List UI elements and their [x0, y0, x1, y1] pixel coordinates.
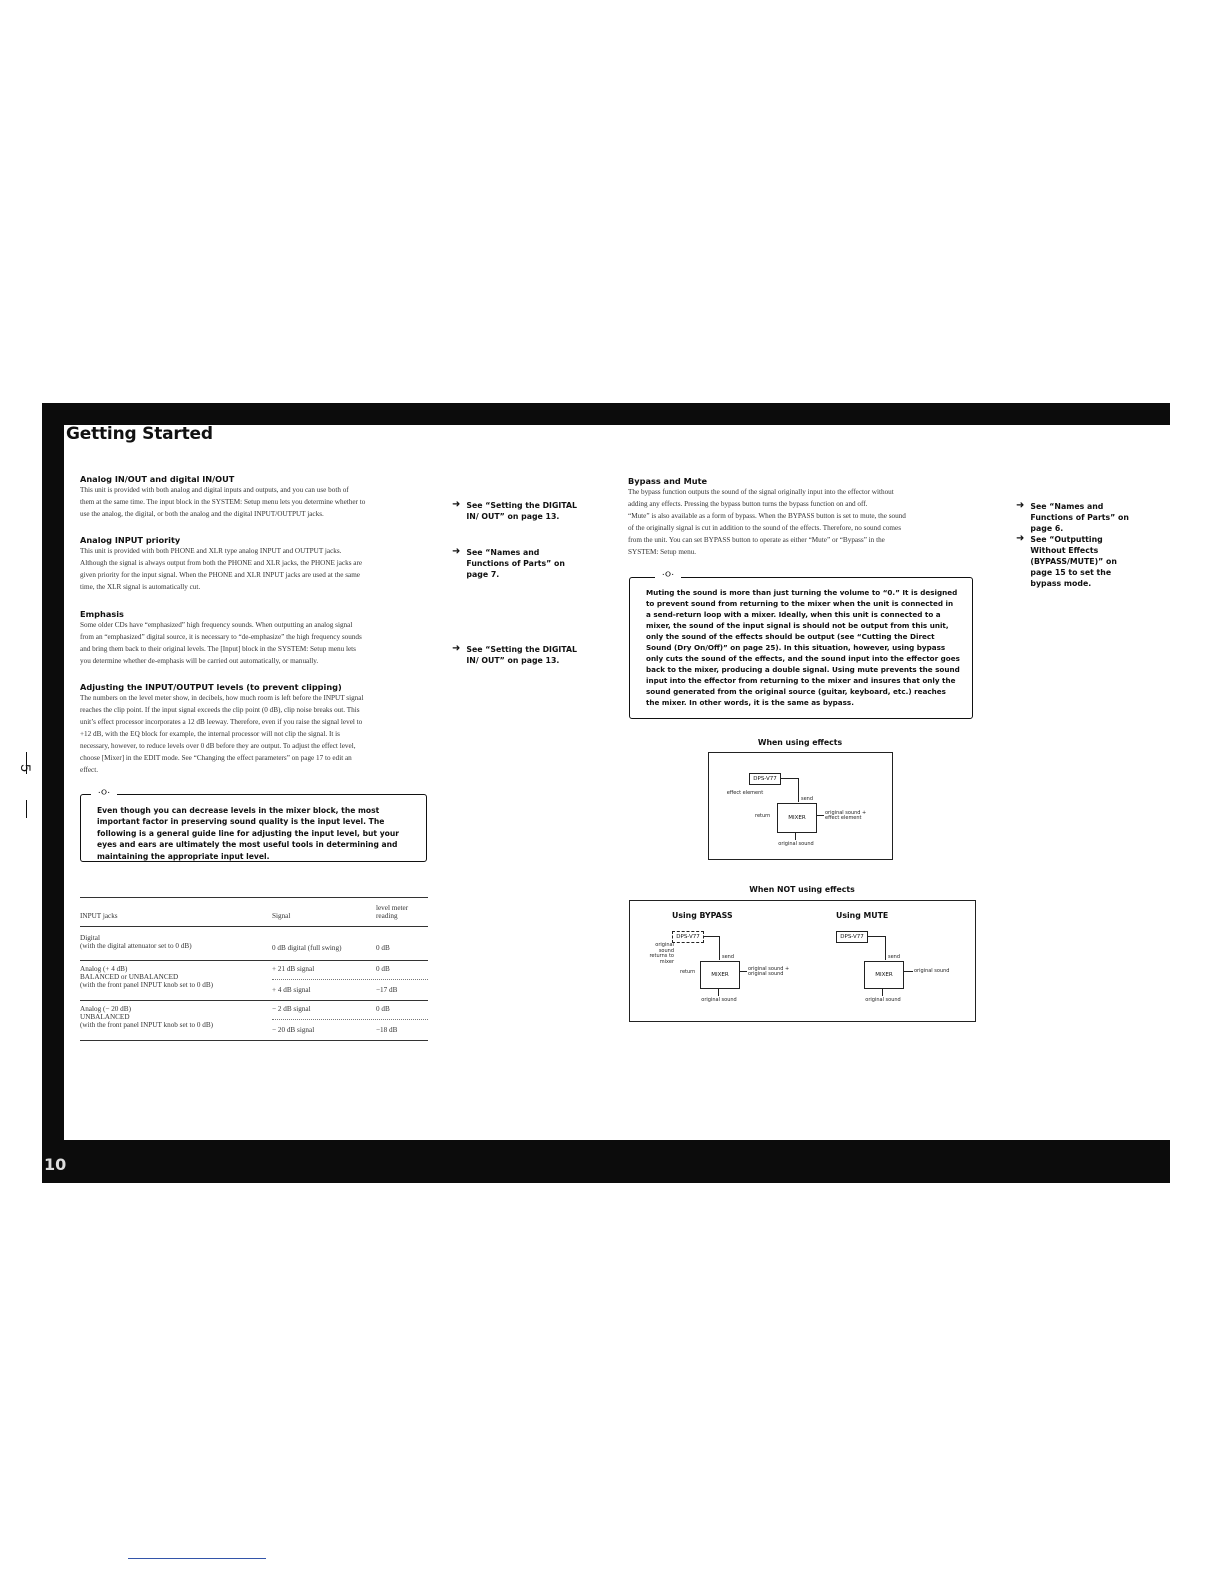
- page-title: Getting Started: [66, 424, 213, 444]
- cell-value: − 20 dB signal: [272, 1026, 315, 1034]
- tip-box: [80, 794, 427, 862]
- sub-row: [272, 1005, 428, 1020]
- arrow-right-icon: ➜: [452, 499, 461, 510]
- diagram-label: original sound: [865, 997, 901, 1003]
- cell-line: (with the front panel INPUT knob set to 0 dB): [80, 1021, 214, 1029]
- diagram-label: original sound + effect element: [825, 810, 867, 821]
- section-line: reaches the clip point. If the input signal exceeds the clip point (0 dB), clip noise breaks out. This: [80, 706, 360, 714]
- cell-value: + 4 dB signal: [272, 986, 311, 994]
- mixer-box: MIXER: [700, 961, 740, 989]
- cell-line: (with the digital attenuator set to 0 dB): [80, 942, 192, 950]
- table-header: [376, 898, 428, 927]
- arrow-right-icon: ➜: [1016, 533, 1025, 544]
- device-box: DPS-V77: [672, 931, 704, 943]
- section-heading: Analog IN/OUT and digital IN/OUT: [80, 474, 235, 484]
- diagram-label: original sound: [778, 841, 814, 847]
- edge-page-mark: 5: [17, 764, 34, 772]
- edge-rule: [26, 800, 27, 818]
- cell-value: 0 dB: [376, 965, 390, 973]
- section-line: you determine whether de-emphasis will be carried out automatically, or manually.: [80, 657, 319, 665]
- table-row: [80, 961, 428, 1001]
- diagram-label: original sound returns to mixer: [649, 942, 674, 965]
- section-line: choose [Mixer] in the EDIT mode. See “Changing the effect parameters” on page 17 to edit an: [80, 754, 352, 762]
- signal-line: [816, 815, 824, 816]
- section-line: unit’s effect processor incorporates a 12 dB leeway. Therefore, even if you raise the signal level to: [80, 718, 363, 726]
- arrow-right-icon: ➜: [452, 643, 461, 654]
- diagram-using-effects: [708, 752, 893, 860]
- signal-line: [795, 832, 796, 840]
- section-line: SYSTEM: Setup menu.: [628, 548, 697, 556]
- signal-line: [885, 936, 886, 960]
- signal-line: [903, 971, 913, 972]
- signal-line: [718, 988, 719, 996]
- section-heading: Analog INPUT priority: [80, 535, 181, 545]
- level-table: [80, 897, 428, 1041]
- diagram-label: return: [680, 969, 696, 975]
- section-line: and bring them back to their original levels. The [Input] block in the SYSTEM: Setup menu lets: [80, 645, 356, 653]
- cross-reference: [452, 547, 582, 580]
- cross-reference: [1016, 501, 1138, 534]
- cross-reference-text: See “Setting the DIGITAL IN/ OUT” on page 13.: [466, 645, 577, 665]
- section-line: adding any effects. Pressing the bypass button turns the bypass function on and off.: [628, 500, 868, 508]
- cell-line: (with the front panel INPUT knob set to 0 dB): [80, 981, 214, 989]
- hint-icon: ·૦·: [91, 786, 117, 802]
- signal-line: [739, 971, 747, 972]
- section-line: necessary, however, to reduce levels over 0 dB before they are output. To adjust the effect level,: [80, 742, 356, 750]
- device-box: DPS-V77: [749, 773, 781, 785]
- cell-value: −17 dB: [376, 986, 398, 994]
- signal-line: [798, 778, 799, 802]
- mixer-box: MIXER: [864, 961, 904, 989]
- section-line: Some older CDs have “emphasized” high frequency sounds. When outputting an analog signal: [80, 621, 353, 629]
- section-line: them at the same time. The input block in the SYSTEM: Setup menu lets you determine whether to: [80, 498, 366, 506]
- tip-text: Muting the sound is more than just turning the volume to “0.” It is designed to prevent sound from returning to the mixer when the unit is connected in a send-return loop with a mixer. Ideally, when this unit is connected to a mixer, the sound of the input signal is should not be output from this unit, only the sound of the effects should be output (see “Cutting the Direct Sound (Dry On/Off)” on page 25). In this situation, however, using bypass only cuts the sound of the effects, and the sound input into the effector goes back to the mixer, producing a double signal. Using mute prevents the sound input into the effector from returning to the mixer and insures that only the sound generated from the original source (guitar, keyboard, etc.) reaches the mixer. In other words, it is the same as bypass.: [646, 588, 960, 707]
- diagram-label: original sound: [701, 997, 737, 1003]
- section-heading: Adjusting the INPUT/OUTPUT levels (to prevent clipping): [80, 682, 342, 692]
- diagram-label: return: [755, 813, 771, 819]
- table-cell: [80, 961, 272, 1001]
- table-row: [80, 927, 428, 961]
- diagram-subtitle: Using BYPASS: [672, 911, 733, 920]
- signal-line: [882, 988, 883, 996]
- diagram-label: send: [888, 954, 901, 960]
- cross-reference: [1016, 534, 1134, 589]
- cell-line: Digital: [80, 934, 100, 942]
- cross-reference: [452, 644, 582, 666]
- cell-line: UNBALANCED: [80, 1013, 130, 1021]
- cell-line: Analog (− 20 dB): [80, 1005, 131, 1013]
- table-cell: [272, 961, 428, 1001]
- hint-icon: ·૦·: [655, 568, 681, 584]
- section-line: time, the XLR signal is automatically cut.: [80, 583, 201, 591]
- section-line: given priority for the input signal. When the PHONE and XLR INPUT jacks are used at the same: [80, 571, 360, 579]
- arrow-right-icon: ➜: [1016, 500, 1025, 511]
- table-header: INPUT jacks: [80, 912, 118, 920]
- cross-reference-text: See “Setting the DIGITAL IN/ OUT” on page 13.: [466, 501, 577, 521]
- section-bypass-mute: [628, 476, 973, 558]
- tip-box: [629, 577, 973, 719]
- cross-reference-text: See “Names and Functions of Parts” on page 7.: [466, 548, 565, 579]
- tip-text: Even though you can decrease levels in the mixer block, the most important factor in preserving sound quality is the input level. The following is a general guide line for adjusting the input level, but your eyes and ears are ultimately the most useful tools in determining and maintaining the appropriate input level.: [97, 806, 400, 861]
- section-analog-digital: [80, 474, 430, 520]
- section-line: “Mute” is also available as a form of bypass. When the BYPASS button is set to mute, the sound: [628, 512, 906, 520]
- footer-rule: [128, 1558, 266, 1559]
- diagram-subtitle: Using MUTE: [836, 911, 889, 920]
- section-heading: Bypass and Mute: [628, 476, 708, 486]
- section-line: use the analog, the digital, or both the analog and the digital INPUT/OUTPUT jacks.: [80, 510, 324, 518]
- signal-line: [719, 936, 720, 960]
- device-box: DPS-V77: [836, 931, 868, 943]
- cross-reference: [452, 500, 582, 522]
- cell-line: BALANCED or UNBALANCED: [80, 973, 179, 981]
- section-line: from the unit. You can set BYPASS button to operate as either “Mute” or “Bypass” in the: [628, 536, 885, 544]
- cell-value: − 2 dB signal: [272, 1005, 311, 1013]
- cell-line: Analog (+ 4 dB): [80, 965, 128, 973]
- cross-reference-text: See “Outputting Without Effects (BYPASS/MUTE)” on page 15 to set the bypass mode.: [1030, 535, 1117, 588]
- section-levels: [80, 682, 430, 776]
- diagram-label: send: [722, 954, 735, 960]
- table-row: [80, 1001, 428, 1041]
- cell-value: −18 dB: [376, 1026, 398, 1034]
- table-cell: 0 dB: [376, 944, 390, 952]
- diagram-label: original sound + original sound: [748, 966, 790, 977]
- mixer-box: MIXER: [777, 803, 817, 833]
- diagram-label: send: [801, 796, 814, 802]
- cell-value: + 21 dB signal: [272, 965, 315, 973]
- section-line: effect.: [80, 766, 99, 774]
- section-emphasis: [80, 609, 430, 667]
- page-number: 10: [44, 1155, 67, 1174]
- section-input-priority: [80, 535, 430, 593]
- section-heading: Emphasis: [80, 609, 124, 619]
- table-cell: [80, 927, 272, 961]
- section-line: of the originally signal is cut in addition to the sound of the effects. Therefore, no sound comes: [628, 524, 901, 532]
- sub-row: [272, 986, 428, 994]
- section-line: This unit is provided with both analog and digital inputs and outputs, and you can use both of: [80, 486, 349, 494]
- table-header-line: level meter: [376, 904, 409, 912]
- table-header: Signal: [272, 912, 291, 920]
- section-line: The numbers on the level meter show, in decibels, how much room is left before the INPUT signal: [80, 694, 364, 702]
- section-line: from an “emphasized” digital source, it is necessary to “de-emphasize” the high frequency sounds: [80, 633, 362, 641]
- section-line: The bypass function outputs the sound of the signal originally input into the effector without: [628, 488, 894, 496]
- diagram-caption: When using effects: [757, 738, 843, 747]
- table-header-row: [80, 898, 428, 927]
- diagram-label: effect element: [726, 790, 764, 796]
- table-header-line: reading: [376, 912, 398, 920]
- signal-line: [867, 936, 885, 937]
- cross-reference-text: See “Names and Functions of Parts” on page 6.: [1030, 502, 1129, 533]
- diagram-caption: When NOT using effects: [749, 885, 855, 894]
- sub-row: [272, 965, 428, 980]
- signal-line: [703, 936, 719, 937]
- section-line: +12 dB, with the EQ block for example, the internal processor will not clip the signal. It is: [80, 730, 340, 738]
- diagram-label: original sound: [914, 968, 950, 974]
- table-cell: [272, 1001, 428, 1041]
- sub-row: [272, 1026, 428, 1034]
- signal-line: [780, 778, 798, 779]
- arrow-right-icon: ➜: [452, 546, 461, 557]
- diagram-not-using-effects: [629, 900, 976, 1022]
- table-cell: [80, 1001, 272, 1041]
- section-line: This unit is provided with both PHONE and XLR type analog INPUT and OUTPUT jacks.: [80, 547, 342, 555]
- table-cell: 0 dB digital (full swing): [272, 944, 342, 952]
- section-line: Although the signal is always output from both the PHONE and XLR jacks, the PHONE jacks are: [80, 559, 363, 567]
- cell-value: 0 dB: [376, 1005, 390, 1013]
